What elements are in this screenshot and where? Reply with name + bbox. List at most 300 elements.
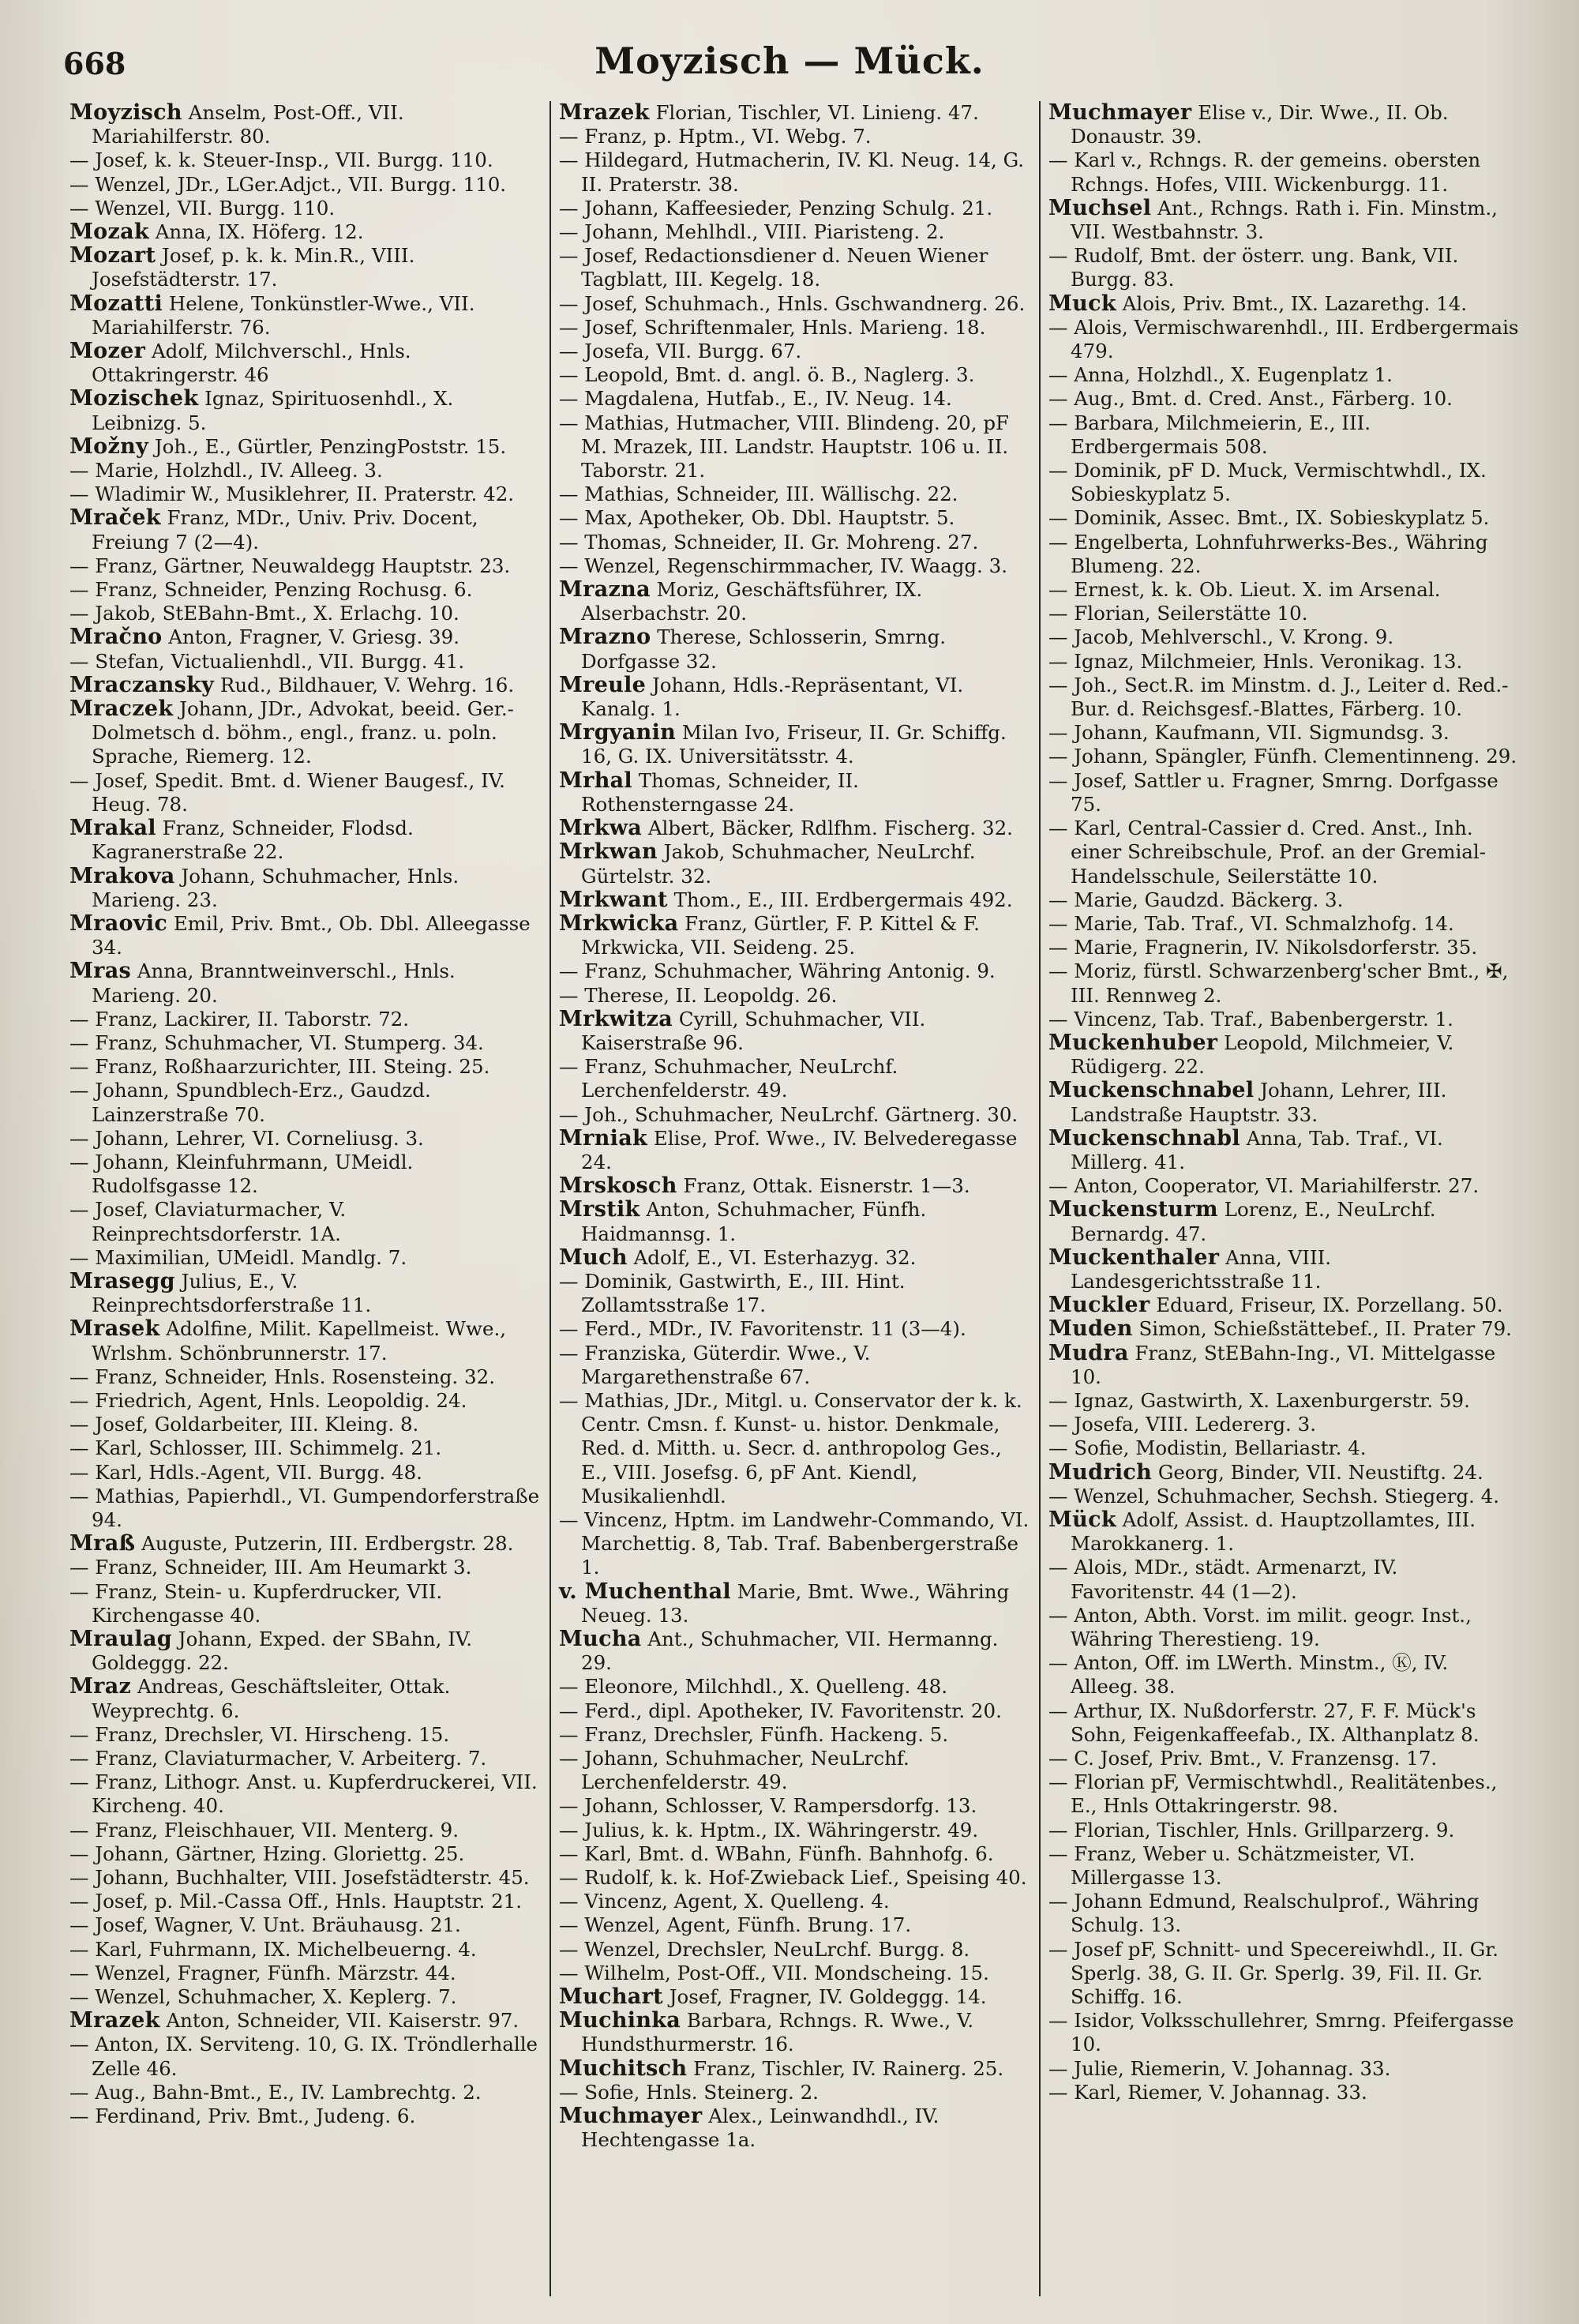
directory-entry	[559, 1913, 1031, 1937]
directory-entry	[559, 316, 1031, 340]
entry-text: Johann, Lehrer, III. Landstraße Hauptstr. 33.	[1071, 1079, 1447, 1126]
entry-text: — Josef, Goldarbeiter, III. Kleing. 8.	[69, 1413, 419, 1436]
directory-entry	[559, 1198, 1031, 1245]
directory-entry	[1048, 1485, 1521, 1508]
directory-entry	[1048, 1508, 1521, 1556]
directory-entry	[1048, 1651, 1521, 1699]
directory-entry	[69, 1031, 542, 1055]
directory-entry	[69, 2081, 542, 2104]
directory-entry	[1048, 1293, 1521, 1317]
entry-surname: Mraovic	[69, 910, 168, 936]
entry-text: — Vincenz, Agent, X. Quelleng. 4.	[559, 1890, 890, 1913]
entry-text: — Mathias, Hutmacher, VIII. Blindeng. 20, pF M. Mrazek, III. Landstr. Hauptstr. 106 u. II. Taborstr. 21.	[559, 411, 1010, 482]
entry-text: — Anton, IX. Serviteng. 10, G. IX. Tröndlerhalle Zelle 46.	[69, 2033, 538, 2080]
entry-text: — Julius, k. k. Hptm., IX. Währingerstr. 49.	[559, 1818, 979, 1842]
directory-entry	[559, 1628, 1031, 1675]
entry-text: — Karl, Central-Cassier d. Cred. Anst., Inh. einer Schreibschule, Prof. an der Gremial-Handelsschule, Seilerstätte 10.	[1048, 817, 1487, 888]
entry-text: Anselm, Post-Off., VII. Mariahilferstr. 80.	[92, 101, 404, 148]
entry-text: — Sofie, Modistin, Bellariastr. 4.	[1048, 1436, 1367, 1460]
entry-surname: Mrkwitza	[559, 1006, 673, 1031]
directory-entry	[1048, 1342, 1521, 1389]
entry-text: — Hildegard, Hutmacherin, IV. Kl. Neug. 14, G. II. Praterstr. 38.	[559, 148, 1025, 196]
directory-entry	[559, 387, 1031, 411]
directory-entry	[559, 1389, 1031, 1508]
entry-surname: Mrasek	[69, 1316, 160, 1342]
directory-entry	[69, 482, 542, 506]
entry-text: — Ferdinand, Priv. Bmt., Judeng. 6.	[69, 2104, 416, 2128]
entry-text: — Anton, Off. im LWerth. Minstm., Ⓚ, IV. Alleeg. 38.	[1048, 1651, 1449, 1699]
entry-text: — Engelberta, Lohnfuhrwerks-Bes., Währing Blumeng. 22.	[1048, 530, 1488, 577]
directory-entry	[559, 506, 1031, 530]
entry-text: — Sofie, Hnls. Steinerg. 2.	[559, 2080, 819, 2104]
entry-text: — Anton, Abth. Vorst. im milit. geogr. Inst., Währing Therestieng. 19.	[1048, 1603, 1472, 1650]
directory-entry	[559, 625, 1031, 673]
entry-text: Johann, Schuhmacher, Hnls. Marieng. 23.	[92, 864, 459, 911]
directory-entry	[559, 1819, 1031, 1842]
entry-text: — Rudolf, k. k. Hof-Zwieback Lief., Speising 40.	[559, 1866, 1027, 1890]
entry-text: Florian, Tischler, VI. Linieng. 47.	[655, 101, 979, 124]
entry-text: — Franz, Drechsler, VI. Hirscheng. 15.	[69, 1722, 450, 1746]
directory-entry	[559, 674, 1031, 721]
entry-surname: Muckler	[1048, 1293, 1150, 1318]
directory-entry	[1048, 1317, 1521, 1341]
entry-text: Georg, Binder, VII. Neustiftg. 24.	[1157, 1460, 1483, 1484]
entry-text: Marie, Bmt. Wwe., Währing Neueg. 13.	[581, 1579, 1010, 1627]
entry-text: — Johann, Mehlhdl., VIII. Piaristeng. 2.	[559, 220, 945, 244]
entry-text: — Franz, Claviaturmacher, V. Arbeiterg. 7.	[69, 1747, 487, 1770]
directory-entry	[1048, 2081, 1521, 2104]
entry-text: — C. Josef, Priv. Bmt., V. Franzensg. 17.	[1048, 1747, 1438, 1770]
directory-entry	[1048, 316, 1521, 363]
entry-text: Johann, Exped. der SBahn, IV. Goldeggg. 22.	[92, 1628, 473, 1675]
directory-entry	[69, 148, 542, 172]
directory-entry	[1048, 959, 1521, 1007]
entry-text: — Josef, Wagner, V. Unt. Bräuhausg. 21.	[69, 1913, 461, 1937]
directory-entry	[1048, 1413, 1521, 1436]
directory-entry	[69, 101, 542, 148]
entry-text: — Franziska, Güterdir. Wwe., V. Margarethenstraße 67.	[559, 1341, 871, 1388]
entry-text: — Wenzel, Agent, Fünfh. Brung. 17.	[559, 1913, 912, 1937]
entry-text: — Wenzel, Regenschirmmacher, IV. Waagg. 3.	[559, 554, 1008, 577]
entry-text: — Josef, Sattler u. Fragner, Smrng. Dorfgasse 75.	[1048, 768, 1498, 816]
directory-entry	[559, 1127, 1031, 1174]
directory-entry	[1048, 1031, 1521, 1079]
entry-surname: v. Muchenthal	[559, 1579, 731, 1604]
entry-text: Adolf, Assist. d. Hauptzollamtes, III. Marokkanerg. 1.	[1071, 1507, 1476, 1556]
entry-text: — Barbara, Milchmeierin, E., III. Erdbergermais 508.	[1048, 411, 1371, 458]
directory-entry	[69, 1747, 542, 1770]
directory-entry	[1048, 1604, 1521, 1651]
entry-text: — Eleonore, Milchhdl., X. Quelleng. 48.	[559, 1675, 948, 1699]
directory-entry	[1048, 888, 1521, 912]
directory-entry	[69, 1127, 542, 1151]
entry-text: Julius, E., V. Reinprechtsdorferstraße 11.	[92, 1269, 372, 1317]
entry-text: — Max, Apotheker, Ob. Dbl. Hauptstr. 5.	[559, 506, 955, 530]
directory-entry	[69, 674, 542, 697]
entry-surname: Mrhal	[559, 768, 632, 793]
entry-text: — Moriz, fürstl. Schwarzenberg'scher Bmt., ✠, III. Rennweg 2.	[1048, 959, 1509, 1007]
entry-surname: Muckenthaler	[1048, 1245, 1220, 1270]
directory-entry	[69, 1413, 542, 1436]
entry-text: Anna, IX. Höferg. 12.	[155, 220, 364, 244]
entry-text: Adolf, Milchverschl., Hnls. Ottakringerstr. 46	[92, 340, 411, 387]
directory-entry	[1048, 459, 1521, 506]
entry-text: Rud., Bildhauer, V. Wehrg. 16.	[219, 673, 515, 696]
entry-text: — Alois, Vermischwarenhdl., III. Erdbergermais 479.	[1048, 315, 1519, 363]
entry-text: — Wladimir W., Musiklehrer, II. Praterstr. 42.	[69, 482, 515, 506]
directory-entry	[559, 578, 1031, 625]
entry-text: — Franz, Schuhmacher, NeuLrchf. Lerchenfelderstr. 49.	[559, 1055, 898, 1102]
entry-surname: Mozart	[69, 243, 156, 268]
entry-text: — Aug., Bahn-Bmt., E., IV. Lambrechtg. 2.	[69, 2080, 482, 2104]
entry-text: Franz, Gürtler, F. P. Kittel & F. Mrkwicka, VII. Seideng. 25.	[581, 911, 980, 959]
directory-entry	[559, 482, 1031, 506]
entry-text: Adolfine, Milit. Kapellmeist. Wwe., Wrlshm. Schönbrunnerstr. 17.	[92, 1317, 507, 1365]
directory-entry	[1048, 1436, 1521, 1460]
entry-text: Ignaz, Spirituosenhdl., X. Leibnizg. 5.	[92, 387, 454, 434]
directory-entry	[1048, 411, 1521, 459]
entry-text: — Anton, Cooperator, VI. Mariahilferstr. 27.	[1048, 1174, 1480, 1198]
directory-entry	[559, 769, 1031, 817]
entry-text: Helene, Tonkünstler-Wwe., VII. Mariahilferstr. 76.	[92, 291, 475, 339]
entry-text: — Wenzel, Fragner, Fünfh. Märzstr. 44.	[69, 1961, 456, 1984]
entry-text: — Vincenz, Hptm. im Landwehr-Commando, VI. Marchettig. 8, Tab. Traf. Babenbergerstraße 1.	[559, 1507, 1030, 1579]
directory-entry	[559, 2104, 1031, 2152]
directory-entry	[69, 506, 542, 554]
directory-entry	[69, 650, 542, 674]
directory-entry	[69, 1675, 542, 1722]
directory-entry	[559, 721, 1031, 768]
entry-text: — Karl v., Rchngs. R. der gemeins. obersten Rchngs. Hofes, VIII. Wickenburgg. 11.	[1048, 148, 1481, 196]
directory-entry	[69, 1628, 542, 1675]
entry-surname: Mrkwa	[559, 816, 643, 841]
directory-entry	[1048, 1556, 1521, 1603]
entry-surname: Mudrich	[1048, 1459, 1153, 1485]
entry-text: — Karl, Hdls.-Agent, VII. Burgg. 48.	[69, 1460, 422, 1484]
directory-entry	[69, 769, 542, 817]
entry-text: — Florian, Seilerstätte 10.	[1048, 602, 1308, 625]
entry-text: — Dominik, Gastwirth, E., III. Hint. Zollamtsstraße 17.	[559, 1269, 906, 1317]
directory-entry	[1048, 2009, 1521, 2056]
directory-entry	[559, 984, 1031, 1008]
entry-text: Adolf, E., VI. Esterhazyg. 32.	[633, 1245, 917, 1269]
entry-surname: Mozatti	[69, 291, 163, 316]
entry-text: — Thomas, Schneider, II. Gr. Mohreng. 27.	[559, 530, 979, 554]
directory-entry	[69, 1556, 542, 1579]
entry-text: Franz, Ottak. Eisnerstr. 1—3.	[683, 1174, 970, 1198]
entry-text: Alex., Leinwandhdl., IV. Hechtengasse 1a.	[581, 2104, 940, 2152]
directory-entry	[1048, 1699, 1521, 1747]
entry-text: Eduard, Friseur, IX. Porzellang. 50.	[1156, 1293, 1503, 1317]
directory-entry	[559, 340, 1031, 363]
directory-entry	[69, 1866, 542, 1890]
entry-text: — Josef pF, Schnitt- und Specereiwhdl., II. Gr. Sperlg. 38, G. II. Gr. Sperlg. 39, Fil. II. Gr. Schiffg. 16.	[1048, 1937, 1499, 2009]
entry-text: Leopold, Milchmeier, V. Rüdigerg. 22.	[1071, 1031, 1454, 1079]
directory-entry	[1048, 1747, 1521, 1770]
directory-entry	[69, 1246, 542, 1270]
directory-entry	[1048, 1079, 1521, 1126]
directory-entry	[69, 1270, 542, 1317]
entry-text: Lorenz, E., NeuLrchf. Bernardg. 47.	[1071, 1198, 1436, 1245]
entry-text: — Franz, Schneider, Hnls. Rosensteing. 32.	[69, 1365, 495, 1388]
directory-entry	[559, 531, 1031, 554]
entry-text: — Vincenz, Tab. Traf., Babenbergerstr. 1.	[1048, 1007, 1453, 1031]
directory-entry	[69, 1008, 542, 1031]
entry-text: — Johann, Spängler, Fünfh. Clementinneng. 29.	[1048, 745, 1517, 768]
directory-entry	[69, 697, 542, 769]
directory-entry	[69, 1436, 542, 1460]
directory-entry	[559, 2057, 1031, 2081]
directory-entry	[69, 959, 542, 1007]
entry-text: — Franz, Gärtner, Neuwaldegg Hauptstr. 23.	[69, 554, 511, 577]
entry-text: — Mathias, Schneider, III. Wällischg. 22.	[559, 482, 958, 506]
directory-entry	[69, 625, 542, 649]
directory-entry	[559, 1794, 1031, 1818]
entry-text: — Karl, Fuhrmann, IX. Michelbeuerng. 4.	[69, 1937, 477, 1961]
entry-text: — Josef, k. k. Steuer-Insp., VII. Burgg. 110.	[69, 148, 493, 172]
directory-entry	[559, 1246, 1031, 1270]
entry-text: — Wenzel, VII. Burgg. 110.	[69, 196, 336, 220]
directory-entry	[559, 1866, 1031, 1890]
entry-text: Franz, MDr., Univ. Priv. Docent, Freiung 7 (2—4).	[92, 506, 478, 554]
directory-entry	[69, 1532, 542, 1556]
directory-entry	[69, 1962, 542, 1985]
entry-surname: Mrazek	[69, 2008, 160, 2033]
entry-surname: Mrgyanin	[559, 720, 677, 745]
entry-surname: Muchmayer	[559, 2104, 703, 2129]
entry-text: — Joh., Schuhmacher, NeuLrchf. Gärtnerg. 30.	[559, 1102, 1018, 1126]
directory-entry	[69, 1389, 542, 1413]
directory-entry	[1048, 625, 1521, 649]
directory-entry	[1048, 1198, 1521, 1245]
column-left	[62, 101, 549, 2296]
entry-text: — Josef, Redactionsdiener d. Neuen Wiener Tagblatt, III. Kegelg. 18.	[559, 244, 988, 291]
entry-text: Ant., Schuhmacher, VII. Hermanng. 29.	[581, 1628, 999, 1675]
entry-surname: Muchart	[559, 1984, 663, 2010]
directory-entry	[559, 1103, 1031, 1127]
entry-text: — Maximilian, UMeidl. Mandlg. 7.	[69, 1245, 407, 1269]
entry-surname: Muchinka	[559, 2008, 681, 2033]
entry-text: Elise v., Dir. Wwe., II. Ob. Donaustr. 39.	[1071, 101, 1449, 148]
directory-entry	[1048, 1246, 1521, 1293]
entry-text: — Wenzel, JDr., LGer.Adjct., VII. Burgg. 110.	[69, 172, 507, 196]
entry-text: — Joh., Sect.R. im Minstm. d. J., Leiter d. Red.-Bur. d. Reichsgesf.-Blattes, Färberg. 10.	[1048, 673, 1509, 721]
entry-surname: Mozak	[69, 220, 149, 245]
directory-entry	[69, 865, 542, 912]
entry-surname: Mrstik	[559, 1197, 640, 1222]
directory-entry	[1048, 1461, 1521, 1485]
directory-entry	[69, 2033, 542, 2080]
entry-text: — Florian pF, Vermischtwhdl., Realitätenbes., E., Hnls Ottakringerstr. 98.	[1048, 1770, 1498, 1818]
entry-text: Cyrill, Schuhmacher, VII. Kaiserstraße 96.	[581, 1007, 926, 1054]
directory-entry	[1048, 1890, 1521, 1937]
entry-text: — Johann Edmund, Realschulprof., Währing Schulg. 13.	[1048, 1890, 1480, 1937]
entry-surname: Mraczek	[69, 696, 174, 722]
entry-text: Ant., Rchngs. Rath i. Fin. Minstm., VII. Westbahnstr. 3.	[1071, 196, 1498, 244]
entry-text: Franz, Schneider, Flodsd. Kagranerstraße 22.	[92, 817, 414, 864]
directory-entry	[69, 459, 542, 482]
entry-surname: Mrskosch	[559, 1173, 677, 1199]
entry-text: — Florian, Tischler, Hnls. Grillparzerg. 9.	[1048, 1818, 1455, 1842]
entry-surname: Mreule	[559, 672, 647, 697]
directory-entry	[1048, 650, 1521, 674]
directory-entry	[559, 888, 1031, 912]
entry-surname: Mrazna	[559, 577, 651, 603]
entry-text: — Marie, Holzhdl., IV. Alleeg. 3.	[69, 459, 383, 482]
entry-text: — Johann, Kaufmann, VII. Sigmundsg. 3.	[1048, 721, 1450, 745]
entry-text: — Franz, Schneider, Penzing Rochusg. 6.	[69, 578, 473, 602]
directory-entry	[559, 1174, 1031, 1198]
entry-text: Jakob, Schuhmacher, NeuLrchf. Gürtelstr. 32.	[581, 840, 976, 888]
entry-surname: Much	[559, 1245, 628, 1270]
entry-surname: Muden	[1048, 1316, 1133, 1342]
entry-surname: Mozischek	[69, 386, 199, 411]
entry-surname: Mraczansky	[69, 672, 215, 697]
directory-entry	[69, 292, 542, 340]
directory-entry	[69, 1723, 542, 1747]
directory-entry	[559, 1508, 1031, 1580]
directory-entry	[69, 1842, 542, 1866]
directory-entry	[69, 2009, 542, 2033]
entry-surname: Muckenschnabl	[1048, 1125, 1240, 1151]
entry-text: — Dominik, Assec. Bmt., IX. Sobieskyplatz 5.	[1048, 506, 1490, 530]
directory-entry	[559, 1675, 1031, 1699]
directory-entry	[559, 1270, 1031, 1317]
running-head: Moyzisch — Mück.	[594, 39, 985, 82]
directory-entry	[1048, 817, 1521, 888]
entry-text: — Franz, Schneider, III. Am Heumarkt 3.	[69, 1556, 472, 1579]
directory-entry	[1048, 769, 1521, 817]
directory-entry	[1048, 244, 1521, 291]
entry-text: Emil, Priv. Bmt., Ob. Dbl. Alleegasse 34.	[92, 911, 531, 959]
entry-text: Anna, Tab. Traf., VI. Millerg. 41.	[1071, 1126, 1443, 1173]
entry-text: — Ferd., MDr., IV. Favoritenstr. 11 (3—4).	[559, 1317, 966, 1341]
directory-entry	[1048, 101, 1521, 148]
entry-text: Johann, Hdls.-Repräsentant, VI. Kanalg. 1.	[581, 673, 964, 721]
directory-entry	[559, 1938, 1031, 1962]
entry-text: — Dominik, pF D. Muck, Vermischtwhdl., IX. Sobieskyplatz 5.	[1048, 459, 1487, 506]
directory-entry	[559, 1699, 1031, 1723]
entry-text: — Ferd., dipl. Apotheker, IV. Favoritenstr. 20.	[559, 1699, 1002, 1722]
directory-entry	[1048, 745, 1521, 768]
entry-text: Franz, Tischler, IV. Rainerg. 25.	[693, 2056, 1004, 2080]
directory-entry	[69, 1985, 542, 2009]
directory-entry	[1048, 292, 1521, 316]
entry-text: — Johann, Buchhalter, VIII. Josefstädterstr. 45.	[69, 1866, 530, 1890]
entry-text: — Wenzel, Schuhmacher, Sechsh. Stiegerg. 4.	[1048, 1484, 1500, 1507]
entry-text: Anton, Schuhmacher, Fünfh. Haidmannsg. 1.	[581, 1198, 927, 1245]
entry-text: — Josef, Spedit. Bmt. d. Wiener Baugesf., IV. Heug. 78.	[69, 768, 505, 816]
entry-text: — Magdalena, Hutfab., E., IV. Neug. 14.	[559, 387, 952, 411]
directory-entry	[559, 2009, 1031, 2056]
entry-surname: Mrkwant	[559, 887, 668, 912]
directory-entry	[559, 912, 1031, 959]
directory-entry	[1048, 602, 1521, 625]
entry-text: Elise, Prof. Wwe., IV. Belvederegasse 24.	[581, 1126, 1018, 1173]
entry-surname: Možny	[69, 434, 149, 459]
page-number: 668	[63, 46, 126, 81]
entry-text: Thomas, Schneider, II. Rothensterngasse 24.	[581, 768, 859, 816]
directory-entry	[559, 554, 1031, 578]
entry-surname: Mrazek	[559, 101, 650, 125]
entry-text: — Alois, MDr., städt. Armenarzt, IV. Favoritenstr. 44 (1—2).	[1048, 1556, 1398, 1603]
directory-entry	[69, 1819, 542, 1842]
directory-entry	[1048, 578, 1521, 602]
entry-surname: Mück	[1048, 1507, 1116, 1532]
entry-text: — Jacob, Mehlverschl., V. Krong. 9.	[1048, 625, 1394, 649]
entry-text: Josef, Fragner, IV. Goldeggg. 14.	[669, 1985, 987, 2009]
entry-surname: Mrazno	[559, 625, 651, 650]
entry-text: — Josef, Schuhmach., Hnls. Gschwandnerg. 26.	[559, 291, 1026, 315]
directory-entry	[69, 1365, 542, 1389]
entry-surname: Muckenschnabel	[1048, 1078, 1255, 1103]
directory-entry	[69, 1461, 542, 1485]
entry-text: — Johann, Schuhmacher, NeuLrchf. Lerchenfelderstr. 49.	[559, 1747, 910, 1794]
directory-entry	[69, 1151, 542, 1198]
entry-text: — Johann, Lehrer, VI. Corneliusg. 3.	[69, 1126, 424, 1150]
directory-entry	[559, 125, 1031, 148]
entry-surname: Mrakal	[69, 816, 156, 841]
entry-surname: Mrkwan	[559, 839, 658, 865]
entry-text: Anton, Schneider, VII. Kaiserstr. 97.	[166, 2009, 519, 2033]
entry-text: — Franz, Weber u. Schätzmeister, VI. Millergasse 13.	[1048, 1842, 1416, 1890]
entry-text: — Josefa, VIII. Ledererg. 3.	[1048, 1413, 1316, 1436]
entry-text: — Johann, Gärtner, Hzing. Gloriettg. 25.	[69, 1842, 465, 1865]
column-middle	[549, 101, 1039, 2296]
directory-entry	[1048, 148, 1521, 196]
entry-text: Johann, JDr., Advokat, beeid. Ger.-Dolmetsch d. böhm., engl., franz. u. poln. Sprache, Riemerg. 12.	[92, 697, 514, 768]
entry-text: — Josefa, VII. Burgg. 67.	[559, 340, 802, 363]
entry-text: — Jakob, StEBahn-Bmt., X. Erlachg. 10.	[69, 602, 459, 625]
entry-text: Auguste, Putzerin, III. Erdbergstr. 28.	[141, 1532, 514, 1556]
directory-entry	[69, 197, 542, 220]
entry-text: Simon, Schießstättebef., II. Prater 79.	[1138, 1317, 1512, 1341]
entry-text: — Mathias, Papierhdl., VI. Gumpendorferstraße 94.	[69, 1484, 540, 1531]
entry-text: — Rudolf, Bmt. der österr. ung. Bank, VII. Burgg. 83.	[1048, 244, 1459, 291]
entry-text: — Ignaz, Gastwirth, X. Laxenburgerstr. 59.	[1048, 1388, 1470, 1412]
entry-surname: Mraulag	[69, 1627, 172, 1651]
directory-entry	[1048, 1389, 1521, 1413]
entry-surname: Mraz	[69, 1674, 132, 1699]
entry-text: — Franz, Lackirer, II. Taborstr. 72.	[69, 1007, 410, 1031]
directory-entry	[559, 1842, 1031, 1866]
directory-entry	[1048, 936, 1521, 959]
entry-text: — Marie, Tab. Traf., VI. Schmalzhofg. 14.	[1048, 911, 1454, 935]
directory-entry	[1048, 506, 1521, 530]
entry-text: — Leopold, Bmt. d. angl. ö. B., Naglerg. 3.	[559, 363, 975, 387]
entry-text: — Franz, Schuhmacher, Währing Antonig. 9.	[559, 959, 996, 983]
entry-text: — Friedrich, Agent, Hnls. Leopoldig. 24.	[69, 1388, 467, 1412]
entry-text: Franz, StEBahn-Ing., VI. Mittelgasse 10.	[1071, 1341, 1496, 1388]
directory-entry	[1048, 721, 1521, 745]
entry-text: — Josef, Schriftenmaler, Hnls. Marieng. 18.	[559, 315, 986, 339]
directory-entry	[559, 244, 1031, 291]
entry-surname: Mrkwicka	[559, 910, 679, 936]
directory-entry	[69, 1055, 542, 1079]
entry-text: — Arthur, IX. Nußdorferstr. 27, F. F. Mück's Sohn, Feigenkaffeefab., IX. Althanplatz 8.	[1048, 1699, 1480, 1746]
entry-surname: Muchsel	[1048, 195, 1152, 220]
directory-entry	[1048, 363, 1521, 387]
directory-entry	[1048, 912, 1521, 936]
directory-entry	[559, 2081, 1031, 2104]
entry-text: Anna, VIII. Landesgerichtsstraße 11.	[1071, 1245, 1332, 1293]
directory-entry	[69, 578, 542, 602]
directory-entry	[1048, 674, 1521, 721]
directory-entry	[1048, 531, 1521, 578]
directory-entry	[69, 1580, 542, 1628]
entry-text: — Wenzel, Drechsler, NeuLrchf. Burgg. 8.	[559, 1937, 970, 1961]
directory-entry	[69, 1485, 542, 1532]
